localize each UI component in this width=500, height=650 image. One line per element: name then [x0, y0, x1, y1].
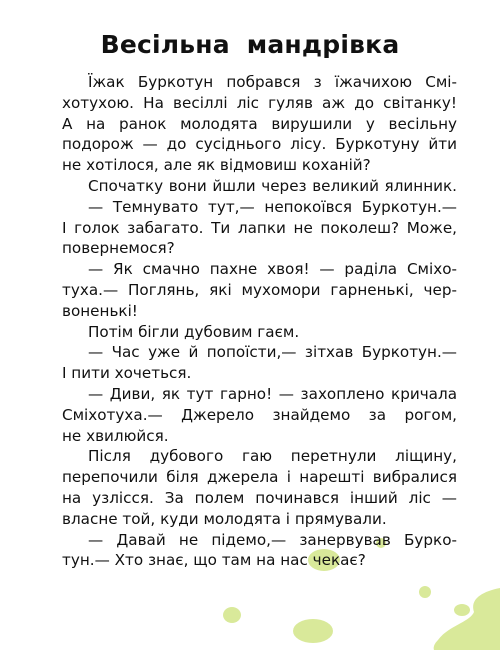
text-line: воненькі!	[62, 301, 138, 320]
text-line: Потім бігли дубовим гаєм.	[88, 322, 300, 341]
text-line: — Давай не підемо,— занервував Бурко-	[88, 530, 457, 549]
text-line: І пити хочеться.	[62, 364, 192, 383]
text-line: А на ранок молодята вирушили у весільну	[62, 114, 457, 133]
story-text	[62, 72, 457, 571]
text-line: на узлісся. За полем починався інший ліс —	[62, 488, 457, 507]
text-line: — Як смачно пахне хвоя! — раділа Сміхо-	[88, 260, 457, 279]
deco-spot	[293, 619, 333, 643]
text-line: — Темнувато тут,— непокоївся Буркотун.—	[88, 197, 457, 216]
text-line: власне той, куди молодята і прямували.	[62, 509, 387, 528]
text-line: — Диви, як тут гарно! — захоплено кричала	[88, 384, 457, 403]
deco-spot	[419, 586, 431, 598]
text-line: туха.— Поглянь, які мухомори гарненькі, чер-	[62, 280, 457, 299]
text-line: Їжак Буркотун побрався з їжачихою Смі-	[88, 73, 457, 91]
deco-corner-blob	[434, 588, 500, 650]
page-title: Весільна мандрівка	[100, 30, 400, 59]
text-line: Спочатку вони йшли через великий ялинник.	[88, 176, 457, 195]
deco-spot	[454, 604, 470, 616]
text-line: тун.— Хто знає, що там на нас чекає?	[62, 551, 366, 570]
text-line: — Час уже й попоїсти,— зітхав Буркотун.—	[88, 343, 457, 362]
text-line: перепочили біля джерела і нарешті вибралися	[62, 468, 457, 487]
text-line: Після дубового гаю перетнули ліщину,	[88, 447, 457, 466]
deco-spot	[223, 607, 241, 623]
text-line: не хотілося, але як відмовиш коханій?	[62, 156, 371, 175]
text-line: не хвилюйся.	[62, 426, 169, 445]
text-line: І голок забагато. Ти лапки не поколеш? Може,	[62, 218, 457, 237]
text-line: Сміхотуха.— Джерело знайдемо за рогом,	[62, 405, 457, 424]
text-line: повернемося?	[62, 239, 175, 258]
text-line: хотухою. На весіллі ліс гуляв аж до світанку!	[62, 93, 457, 112]
text-line: подорож — до сусіднього лісу. Буркотуну йти	[62, 135, 457, 154]
